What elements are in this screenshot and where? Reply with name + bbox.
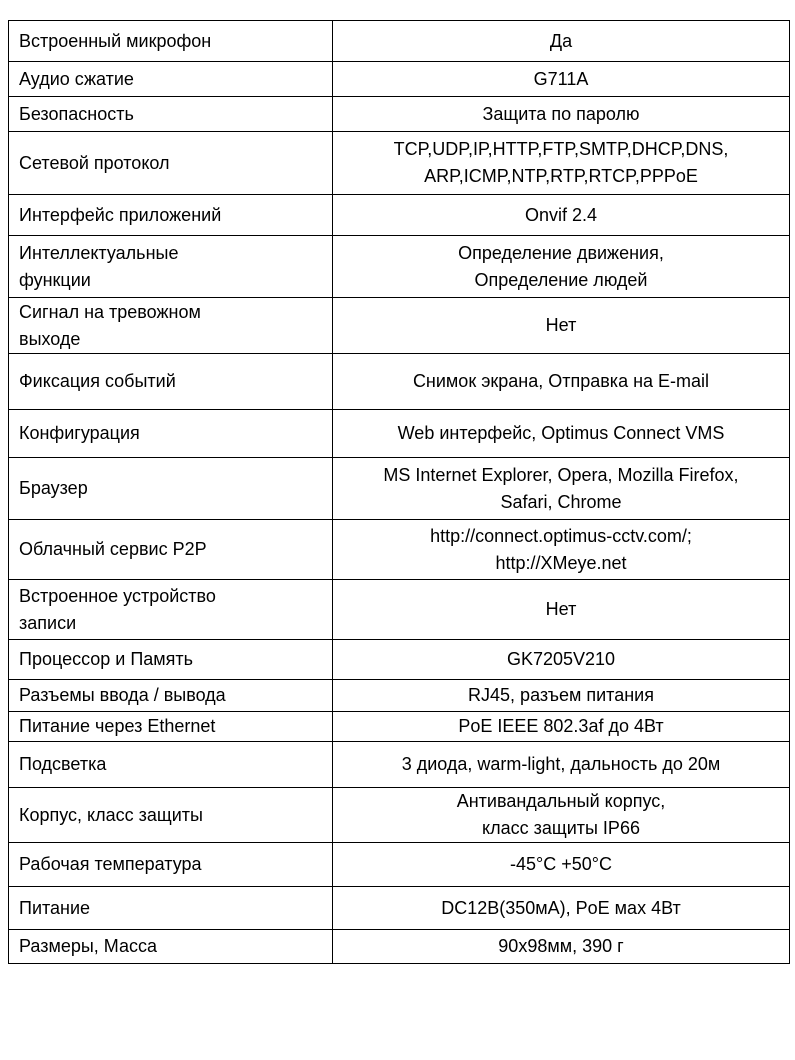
table-row: [9, 410, 790, 458]
spec-value: Нет: [545, 315, 577, 335]
spec-label: Встроенный микрофон: [19, 30, 212, 51]
spec-label: записи: [19, 612, 77, 633]
spec-value: Снимок экрана, Отправка на E-mail: [412, 371, 710, 391]
spec-value: 3 диода, warm-light, дальность до 20м: [401, 754, 721, 774]
table-row: [9, 354, 790, 410]
spec-label: Подсветка: [19, 754, 107, 774]
spec-value-cell: [333, 930, 790, 964]
table-row: [9, 97, 790, 132]
spec-value: Safari, Chrome: [500, 491, 622, 512]
spec-value-cell: [333, 236, 790, 298]
spec-value-cell: [333, 298, 790, 354]
spec-value-cell: [333, 680, 790, 712]
spec-label: Размеры, Масса: [19, 936, 158, 956]
spec-value: 90x98мм, 390 г: [498, 936, 624, 956]
spec-value: Определение движения,: [458, 242, 664, 263]
spec-value: MS Internet Explorer, Opera, Mozilla Firefox,: [383, 464, 739, 485]
table-row: [9, 236, 790, 298]
spec-value-cell: [333, 97, 790, 132]
table-row: [9, 580, 790, 640]
spec-value-cell: [333, 132, 790, 195]
table-row: [9, 195, 790, 236]
spec-label-cell: [9, 298, 333, 354]
spec-label: Рабочая температура: [19, 854, 202, 874]
table-row: [9, 640, 790, 680]
spec-label-cell: [9, 742, 333, 788]
spec-value-cell: [333, 195, 790, 236]
spec-label-cell: [9, 843, 333, 887]
spec-label: Сетевой протокол: [19, 152, 170, 173]
spec-label: Безопасность: [19, 103, 134, 124]
table-row: [9, 62, 790, 97]
table-row: [9, 887, 790, 930]
spec-value: DC12B(350мА), PoE мах 4Вт: [441, 897, 681, 918]
specifications-table-body: [9, 21, 790, 964]
spec-label: Облачный сервис P2P: [19, 539, 207, 559]
spec-value-cell: [333, 354, 790, 410]
spec-value-cell: [333, 520, 790, 580]
spec-label: Интеллектуальные: [19, 242, 179, 263]
spec-label: Браузер: [19, 478, 88, 498]
spec-label-cell: [9, 930, 333, 964]
spec-value-cell: [333, 843, 790, 887]
spec-value-cell: [333, 788, 790, 843]
spec-label-cell: [9, 640, 333, 680]
spec-value: http://connect.optimus-cctv.com/;: [430, 525, 692, 546]
table-row: [9, 298, 790, 354]
table-row: [9, 712, 790, 742]
spec-label-cell: [9, 354, 333, 410]
spec-value: G711A: [533, 68, 589, 89]
spec-label: Аудио сжатие: [19, 68, 134, 89]
spec-label: Питание: [19, 897, 91, 918]
spec-value: Да: [549, 30, 573, 51]
table-row: [9, 930, 790, 964]
spec-label-cell: [9, 236, 333, 298]
spec-label-cell: [9, 195, 333, 236]
spec-label-cell: [9, 520, 333, 580]
spec-value: -45°C +50°C: [510, 854, 612, 874]
spec-value: RJ45, разъем питания: [468, 685, 654, 705]
spec-label: Фиксация событий: [19, 371, 176, 391]
spec-label-cell: [9, 132, 333, 195]
table-row: [9, 742, 790, 788]
spec-value-cell: [333, 62, 790, 97]
spec-value-cell: [333, 887, 790, 930]
spec-value-cell: [333, 21, 790, 62]
table-row: [9, 21, 790, 62]
spec-label: функции: [19, 269, 91, 290]
spec-value-cell: [333, 640, 790, 680]
spec-value: Onvif 2.4: [524, 204, 598, 225]
table-row: [9, 520, 790, 580]
table-row: [9, 458, 790, 520]
spec-label-cell: [9, 712, 333, 742]
spec-value: ARP,ICMP,NTP,RTP,RTCP,PPPoE: [424, 166, 698, 186]
spec-value-cell: [333, 410, 790, 458]
spec-label: Интерфейс приложений: [19, 204, 222, 225]
spec-label: Встроенное устройство: [19, 585, 216, 606]
spec-label-cell: [9, 97, 333, 132]
spec-value-cell: [333, 742, 790, 788]
spec-label-cell: [9, 21, 333, 62]
spec-value: Антивандальный корпус,: [456, 791, 666, 811]
spec-label-cell: [9, 887, 333, 930]
spec-value-cell: [333, 712, 790, 742]
spec-value: класс защиты IP66: [482, 818, 640, 838]
spec-value: Определение людей: [474, 269, 648, 290]
specifications-table: [8, 20, 790, 964]
spec-label: Конфигурация: [19, 423, 140, 443]
spec-value: TCP,UDP,IP,HTTP,FTP,SMTP,DHCP,DNS,: [393, 139, 729, 159]
spec-label: Процессор и Память: [19, 649, 194, 669]
spec-label: выходе: [19, 328, 81, 349]
spec-label-cell: [9, 458, 333, 520]
table-row: [9, 680, 790, 712]
table-row: [9, 132, 790, 195]
spec-label-cell: [9, 788, 333, 843]
spec-label-cell: [9, 410, 333, 458]
spec-value: Защита по паролю: [482, 103, 640, 124]
spec-value-cell: [333, 458, 790, 520]
table-row: [9, 843, 790, 887]
spec-value: Web интерфейс, Optimus Connect VMS: [397, 423, 725, 443]
spec-label: Сигнал на тревожном: [19, 301, 201, 322]
spec-label-cell: [9, 580, 333, 640]
spec-label: Разъемы ввода / вывода: [19, 685, 226, 705]
spec-label: Питание через Ethernet: [19, 716, 216, 736]
table-row: [9, 788, 790, 843]
spec-value: PoE IEEE 802.3af до 4Вт: [458, 716, 664, 736]
spec-label-cell: [9, 62, 333, 97]
spec-label: Корпус, класс защиты: [19, 804, 203, 825]
spec-value-cell: [333, 580, 790, 640]
spec-value: Нет: [545, 599, 577, 619]
spec-value: http://XMeye.net: [495, 552, 627, 573]
spec-label-cell: [9, 680, 333, 712]
spec-value: GK7205V210: [506, 649, 616, 669]
